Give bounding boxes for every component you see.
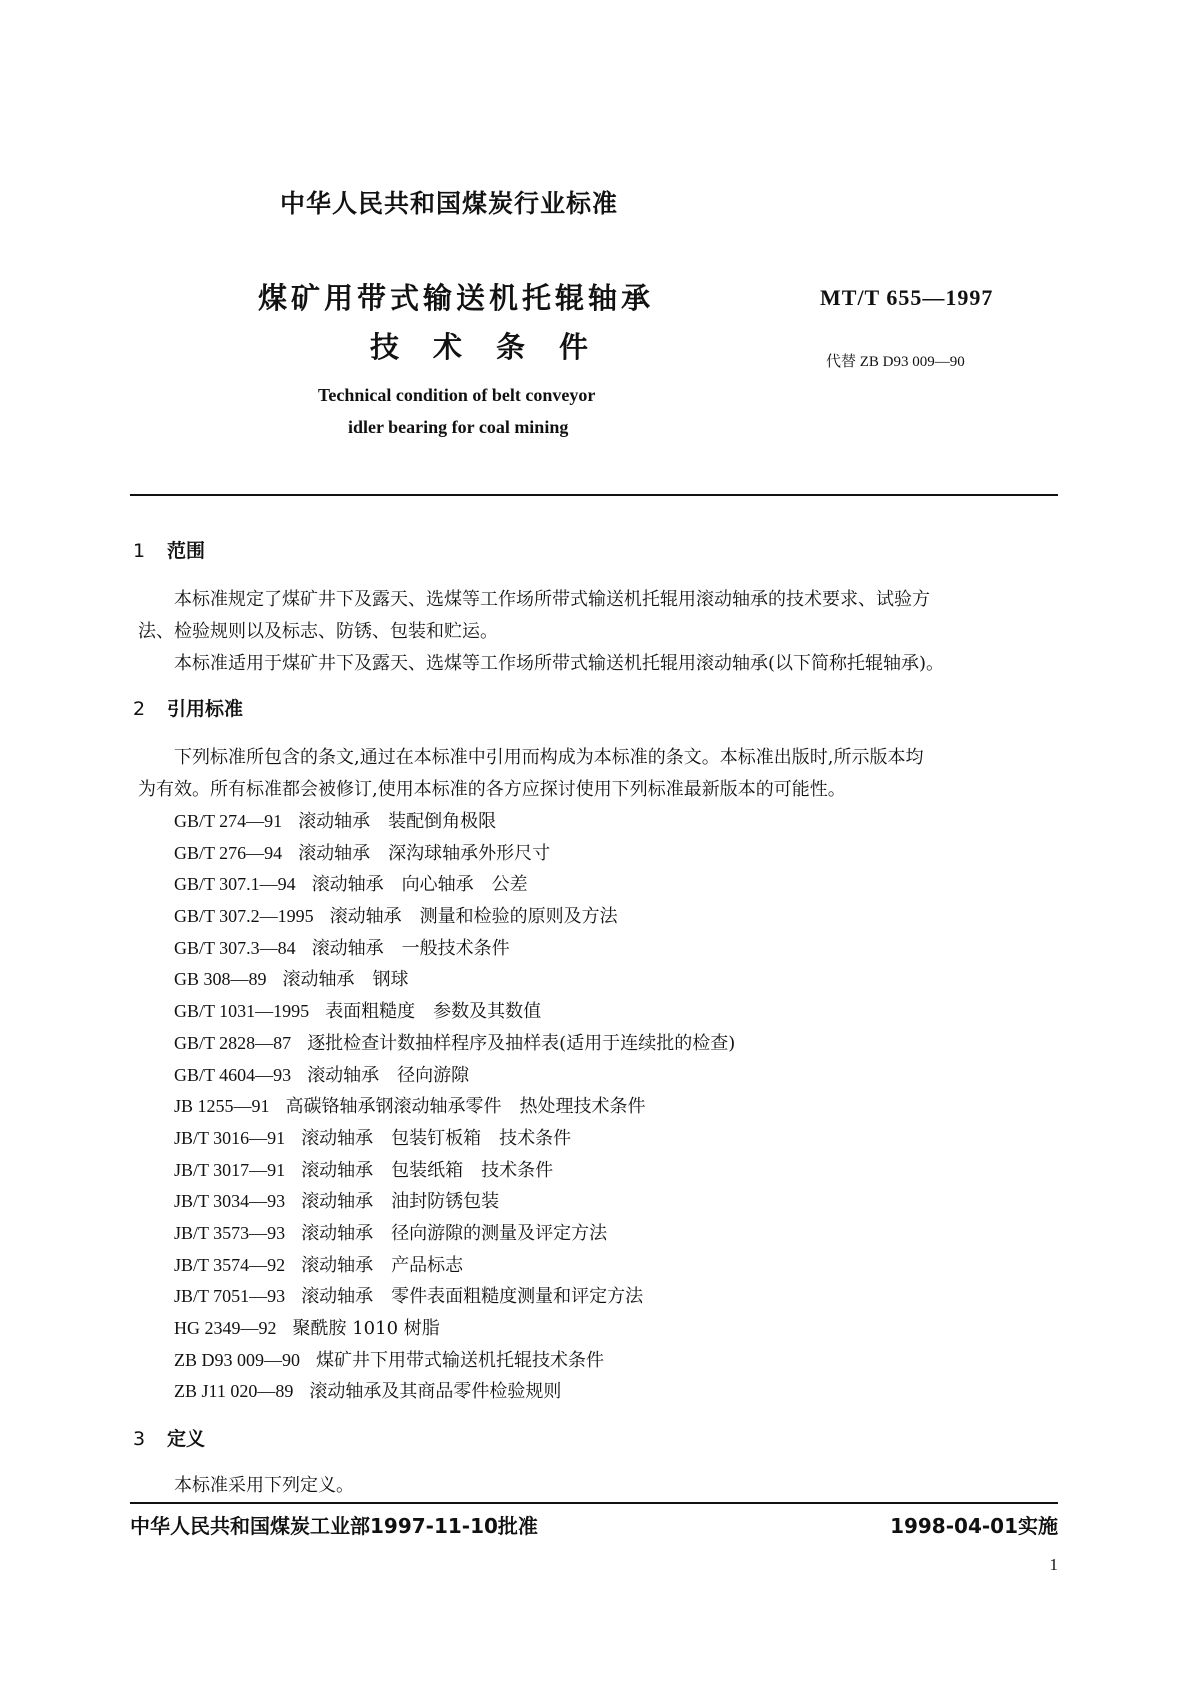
reference-code: GB/T 4604—93: [174, 1064, 292, 1085]
reference-title: 高碳铬轴承钢滚动轴承零件 热处理技术条件: [285, 1096, 646, 1118]
document-title-line-2: 技术条件: [370, 330, 623, 364]
section-number: 1: [133, 540, 146, 562]
references-intro-line-1: 下列标准所包含的条文,通过在本标准中引用而构成为本标准的条文。本标准出版时,所示版本均: [174, 747, 924, 768]
reference-item: [174, 1250, 735, 1282]
section-number: 3: [133, 1428, 146, 1450]
reference-code: GB 308—89: [174, 969, 267, 990]
reference-code: GB/T 307.2—1995: [174, 906, 314, 927]
reference-item: [174, 901, 735, 933]
reference-code: GB/T 274—91: [174, 811, 283, 831]
scope-paragraph-1-line-2: 法、检验规则以及标志、防锈、包装和贮运。: [138, 621, 498, 642]
reference-title: 聚酰胺 1010 树脂: [292, 1318, 440, 1339]
reference-item: [174, 806, 735, 838]
page-number: 1: [1049, 1555, 1058, 1574]
reference-title: 滚动轴承 零件表面粗糙度测量和评定方法: [301, 1286, 644, 1308]
reference-code: GB/T 307.3—84: [174, 937, 296, 958]
reference-item: [174, 1345, 735, 1377]
reference-title: 滚动轴承 装配倒角极限: [298, 811, 497, 832]
reference-item: [174, 1060, 735, 1092]
reference-item: [174, 1281, 735, 1313]
reference-item: [174, 1155, 735, 1187]
reference-item: [174, 1091, 735, 1123]
header-divider: [130, 494, 1058, 496]
reference-code: GB/T 2828—87: [174, 1032, 292, 1053]
scope-paragraph-2: 本标准适用于煤矿井下及露天、选煤等工作场所带式输送机托辊用滚动轴承(以下简称托辊轴承)。: [174, 653, 945, 674]
scope-paragraph-1: [138, 584, 1054, 648]
reference-code: JB/T 3574—92: [174, 1254, 286, 1275]
reference-title: 滚动轴承 包装纸箱 技术条件: [301, 1159, 554, 1181]
reference-code: JB/T 3034—93: [174, 1191, 286, 1212]
reference-title: 滚动轴承 油封防锈包装: [301, 1191, 500, 1213]
reference-title: 滚动轴承 测量和检验的原则及方法: [329, 906, 618, 928]
reference-code: JB 1255—91: [174, 1096, 270, 1117]
scope-paragraph-1-line-1: 本标准规定了煤矿井下及露天、选煤等工作场所带式输送机托辊用滚动轴承的技术要求、试验方: [174, 589, 930, 610]
reference-code: HG 2349—92: [174, 1318, 277, 1338]
reference-item: [174, 1123, 735, 1155]
reference-item: [174, 1313, 735, 1345]
reference-title: 滚动轴承 向心轴承 公差: [311, 874, 528, 896]
reference-item: [174, 1376, 735, 1408]
reference-code: JB/T 3573—93: [174, 1222, 286, 1243]
english-title-line-2: idler bearing for coal mining: [348, 417, 569, 437]
reference-title: 滚动轴承 产品标志: [301, 1254, 464, 1276]
reference-title: 滚动轴承 一般技术条件: [311, 937, 510, 959]
definitions-paragraph: 本标准采用下列定义。: [174, 1475, 354, 1496]
reference-code: JB/T 3017—91: [174, 1159, 286, 1180]
reference-title: 逐批检查计数抽样程序及抽样表(适用于连续批的检查): [307, 1032, 736, 1054]
approval-statement: 中华人民共和国煤炭工业部1997-11-10批准: [130, 1514, 538, 1538]
section-heading-references: [133, 694, 243, 721]
reference-code: ZB D93 009—90: [174, 1349, 300, 1370]
reference-code: GB/T 1031—1995: [174, 1001, 310, 1022]
references-intro: [138, 742, 1054, 806]
reference-item: [174, 1028, 735, 1060]
reference-item: [174, 838, 735, 870]
section-number: 2: [133, 698, 146, 720]
effective-date: 1998-04-01实施: [890, 1514, 1058, 1538]
reference-item: [174, 964, 735, 996]
reference-title: 滚动轴承及其商品零件检验规则: [309, 1381, 562, 1403]
reference-code: ZB J11 020—89: [174, 1381, 294, 1402]
reference-item: [174, 1218, 735, 1250]
document-title-line-1: 煤矿用带式输送机托辊轴承: [258, 281, 655, 315]
section-heading-definitions: [133, 1424, 205, 1451]
reference-item: [174, 1186, 735, 1218]
reference-list: [174, 806, 735, 1408]
section-heading-scope: [133, 536, 205, 563]
reference-title: 滚动轴承 径向游隙: [307, 1064, 470, 1086]
standard-number: MT/T 655—1997: [820, 285, 994, 310]
section-title: 引用标准: [167, 698, 244, 720]
reference-item: [174, 933, 735, 965]
reference-code: GB/T 307.1—94: [174, 874, 296, 895]
reference-title: 滚动轴承 径向游隙的测量及评定方法: [301, 1222, 608, 1244]
reference-title: 煤矿井下用带式输送机托辊技术条件: [316, 1349, 604, 1371]
reference-title: 滚动轴承 深沟球轴承外形尺寸: [298, 842, 551, 864]
reference-code: JB/T 7051—93: [174, 1286, 286, 1307]
replaces-standard: 代替 ZB D93 009—90: [826, 354, 965, 370]
reference-code: JB/T 3016—91: [174, 1127, 286, 1148]
reference-code: GB/T 276—94: [174, 842, 283, 863]
reference-title: 滚动轴承 钢球: [282, 969, 409, 991]
header-title: 中华人民共和国煤炭行业标准: [280, 189, 619, 218]
reference-title: 表面粗糙度 参数及其数值: [325, 1001, 542, 1023]
english-title-line-1: Technical condition of belt conveyor: [318, 385, 596, 405]
section-title: 范围: [167, 540, 206, 562]
references-intro-line-2: 为有效。所有标准都会被修订,使用本标准的各方应探讨使用下列标准最新版本的可能性。: [138, 779, 846, 800]
section-title: 定义: [167, 1428, 206, 1450]
footer-divider: [130, 1502, 1058, 1504]
reference-item: [174, 869, 735, 901]
reference-item: [174, 996, 735, 1028]
reference-title: 滚动轴承 包装钉板箱 技术条件: [301, 1127, 572, 1149]
